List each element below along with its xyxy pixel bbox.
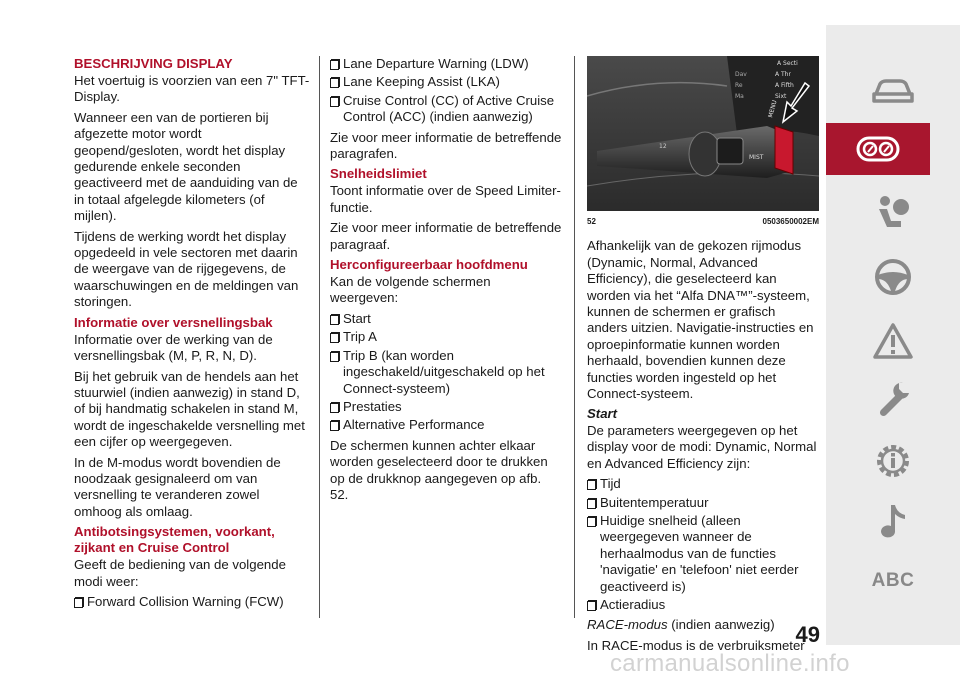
heading-speed-limit: Snelheidslimiet bbox=[330, 166, 427, 182]
warning-triangle-icon bbox=[872, 322, 914, 360]
paragraph-speed-limit-2: Zie voor meer informatie de betreffende paragraaf. bbox=[330, 220, 562, 252]
paragraph-gearbox-1: Informatie over de werking van de versnellingsbak (M, P, R, N, D). bbox=[74, 331, 273, 364]
list-item: Huidige snelheid (alleen weergegeven wanneer de herhaalmodus van de functies 'navigatie' en 'telefoon' niet eerder geactiveerd is) bbox=[587, 513, 819, 595]
paragraph-display-3: Tijdens de werking wordt het display opgedeeld in vele sectoren met daarin de weergave van de rijgegevens, de waarschuwingen en de meldingen van storingen. bbox=[74, 228, 299, 310]
heading-gearbox-info: Informatie over versnellingsbak bbox=[74, 314, 273, 330]
lever-label-mist: MIST bbox=[749, 154, 764, 161]
car-icon bbox=[870, 76, 916, 106]
paragraph-start: De parameters weergegeven op het display voor de modi: Dynamic, Normal en Advanced Efficiency zijn: bbox=[587, 422, 817, 471]
race-mode-label: RACE-modus bbox=[587, 617, 668, 633]
watermark: carmanualsonline.info bbox=[610, 650, 850, 677]
list-anticollision bbox=[74, 594, 310, 610]
wrench-icon bbox=[873, 379, 913, 419]
display-item: Ma bbox=[735, 93, 744, 100]
column-divider bbox=[319, 56, 320, 618]
figure-code: 0503650002EM bbox=[762, 217, 819, 226]
paragraph-race-2: In RACE-modus is de verbruiksmeter bbox=[587, 637, 805, 653]
list-item: Actieradius bbox=[587, 597, 819, 613]
paragraph-dna: Afhankelijk van de gekozen rijmodus (Dynamic, Normal, Advanced Efficiency), die geselecteerd kan worden via het “Alfa DNA™”-systeem, kunnen de schermen er grafisch anders uitzien. Navigatie-instructies en oproepinformatie kunnen worden herhaald, bovendien kunnen deze functies worden ingesteld op het Connect-systeem. bbox=[587, 238, 814, 402]
list-item: Forward Collision Warning (FCW) bbox=[74, 594, 310, 610]
paragraph-display-2: Wanneer een van de portieren bij afgezette motor wordt geopend/gesloten, wordt het display gedurende enkele seconden geactiveerd met de aanduiding van de in totaal afgelegde kilometers (of mijlen). bbox=[74, 109, 298, 224]
list-item: Prestaties bbox=[330, 399, 562, 415]
sidebar-item-maintenance[interactable] bbox=[826, 373, 960, 425]
heading-main-menu: Herconfigureerbaar hoofdmenu bbox=[330, 257, 528, 273]
chapter-sidebar bbox=[826, 25, 960, 645]
list-item: Cruise Control (CC) of Active Cruise Control (ACC) (indien aanwezig) bbox=[330, 93, 562, 126]
sidebar-item-driving[interactable] bbox=[826, 251, 960, 303]
dashboard-gauges-icon bbox=[855, 134, 901, 164]
column-divider bbox=[574, 56, 575, 618]
sidebar-item-multimedia[interactable] bbox=[826, 495, 960, 547]
abc-index-label: ABC bbox=[871, 570, 915, 591]
list-systems bbox=[330, 56, 562, 126]
list-item: Lane Departure Warning (LDW) bbox=[330, 56, 562, 72]
list-item: Start bbox=[330, 311, 562, 327]
music-note-icon bbox=[875, 501, 911, 541]
steering-wheel-icon bbox=[873, 257, 913, 297]
gear-info-icon bbox=[872, 440, 914, 482]
sidebar-item-warnings[interactable] bbox=[826, 315, 960, 367]
lever-label-menu: MENU bbox=[767, 99, 779, 119]
figure-stalk-menu-button bbox=[587, 56, 819, 211]
list-item: Trip A bbox=[330, 329, 562, 345]
figure-caption bbox=[587, 214, 819, 230]
display-item: A Thr bbox=[775, 71, 791, 78]
list-item: Trip B (kan worden ingeschakeld/uitgeschakeld op het Connect-systeem) bbox=[330, 348, 562, 397]
paragraph-speed-limit-1: Toont informatie over de Speed Limiter-functie. bbox=[330, 183, 561, 215]
list-item: Buitentemperatuur bbox=[587, 495, 819, 511]
list-item: Lane Keeping Assist (LKA) bbox=[330, 74, 562, 90]
column-left bbox=[74, 56, 310, 614]
paragraph-systems: Zie voor meer informatie de betreffende paragrafen. bbox=[330, 129, 562, 162]
heading-start: Start bbox=[587, 406, 618, 422]
heading-display-description: BESCHRIJVING DISPLAY bbox=[74, 56, 233, 71]
airbag-seat-icon bbox=[873, 193, 913, 233]
sidebar-item-dashboard[interactable] bbox=[826, 123, 930, 175]
sidebar-item-car[interactable] bbox=[826, 65, 960, 117]
sidebar-item-technical[interactable] bbox=[826, 435, 960, 487]
display-item: A Fifth bbox=[775, 82, 794, 89]
display-item: A Secti bbox=[777, 60, 798, 67]
figure-number: 52 bbox=[587, 217, 596, 226]
paragraph-main-menu-2: De schermen kunnen achter elkaar worden geselecteerd door te drukken op de drukknop aangegeven op afb. 52. bbox=[330, 437, 548, 502]
paragraph-main-menu-1: Kan de volgende schermen weergeven: bbox=[330, 274, 491, 306]
lever-label-12: 12 bbox=[659, 143, 667, 150]
column-right bbox=[587, 56, 819, 658]
heading-anticollision: Antibotsingsystemen, voorkant, zijkant en Cruise Control bbox=[74, 524, 275, 556]
display-item: Dav bbox=[735, 71, 747, 78]
list-item: Tijd bbox=[587, 476, 819, 492]
paragraph-gearbox-2: Bij het gebruik van de hendels aan het stuurwiel (indien aanwezig) in stand D, of bij handmatig schakelen in stand M, wordt de ingeschakelde versnelling met een cijfer op weergegeven. bbox=[74, 368, 305, 450]
sidebar-item-index[interactable] bbox=[826, 555, 960, 607]
paragraph-gearbox-3: In de M-modus wordt bovendien de noodzaak gesignaleerd om van versnelling te veranderen zowel omhoog als omlaag. bbox=[74, 454, 281, 519]
paragraph-display-1: Het voertuig is voorzien van een 7" TFT-Display. bbox=[74, 73, 310, 105]
column-middle bbox=[330, 56, 562, 507]
page-number: 49 bbox=[795, 622, 820, 647]
sidebar-item-safety[interactable] bbox=[826, 187, 960, 239]
list-item: Alternative Performance bbox=[330, 417, 562, 433]
list-params bbox=[587, 476, 819, 613]
race-mode-note: (indien aanwezig) bbox=[667, 617, 775, 633]
list-screens bbox=[330, 311, 562, 434]
paragraph-anticollision: Geeft de bediening van de volgende modi weer: bbox=[74, 557, 286, 589]
display-item: Re bbox=[735, 82, 743, 89]
figure-illustration bbox=[587, 56, 819, 211]
menu-button-highlight bbox=[775, 126, 793, 174]
display-item: Sixt bbox=[775, 93, 787, 100]
